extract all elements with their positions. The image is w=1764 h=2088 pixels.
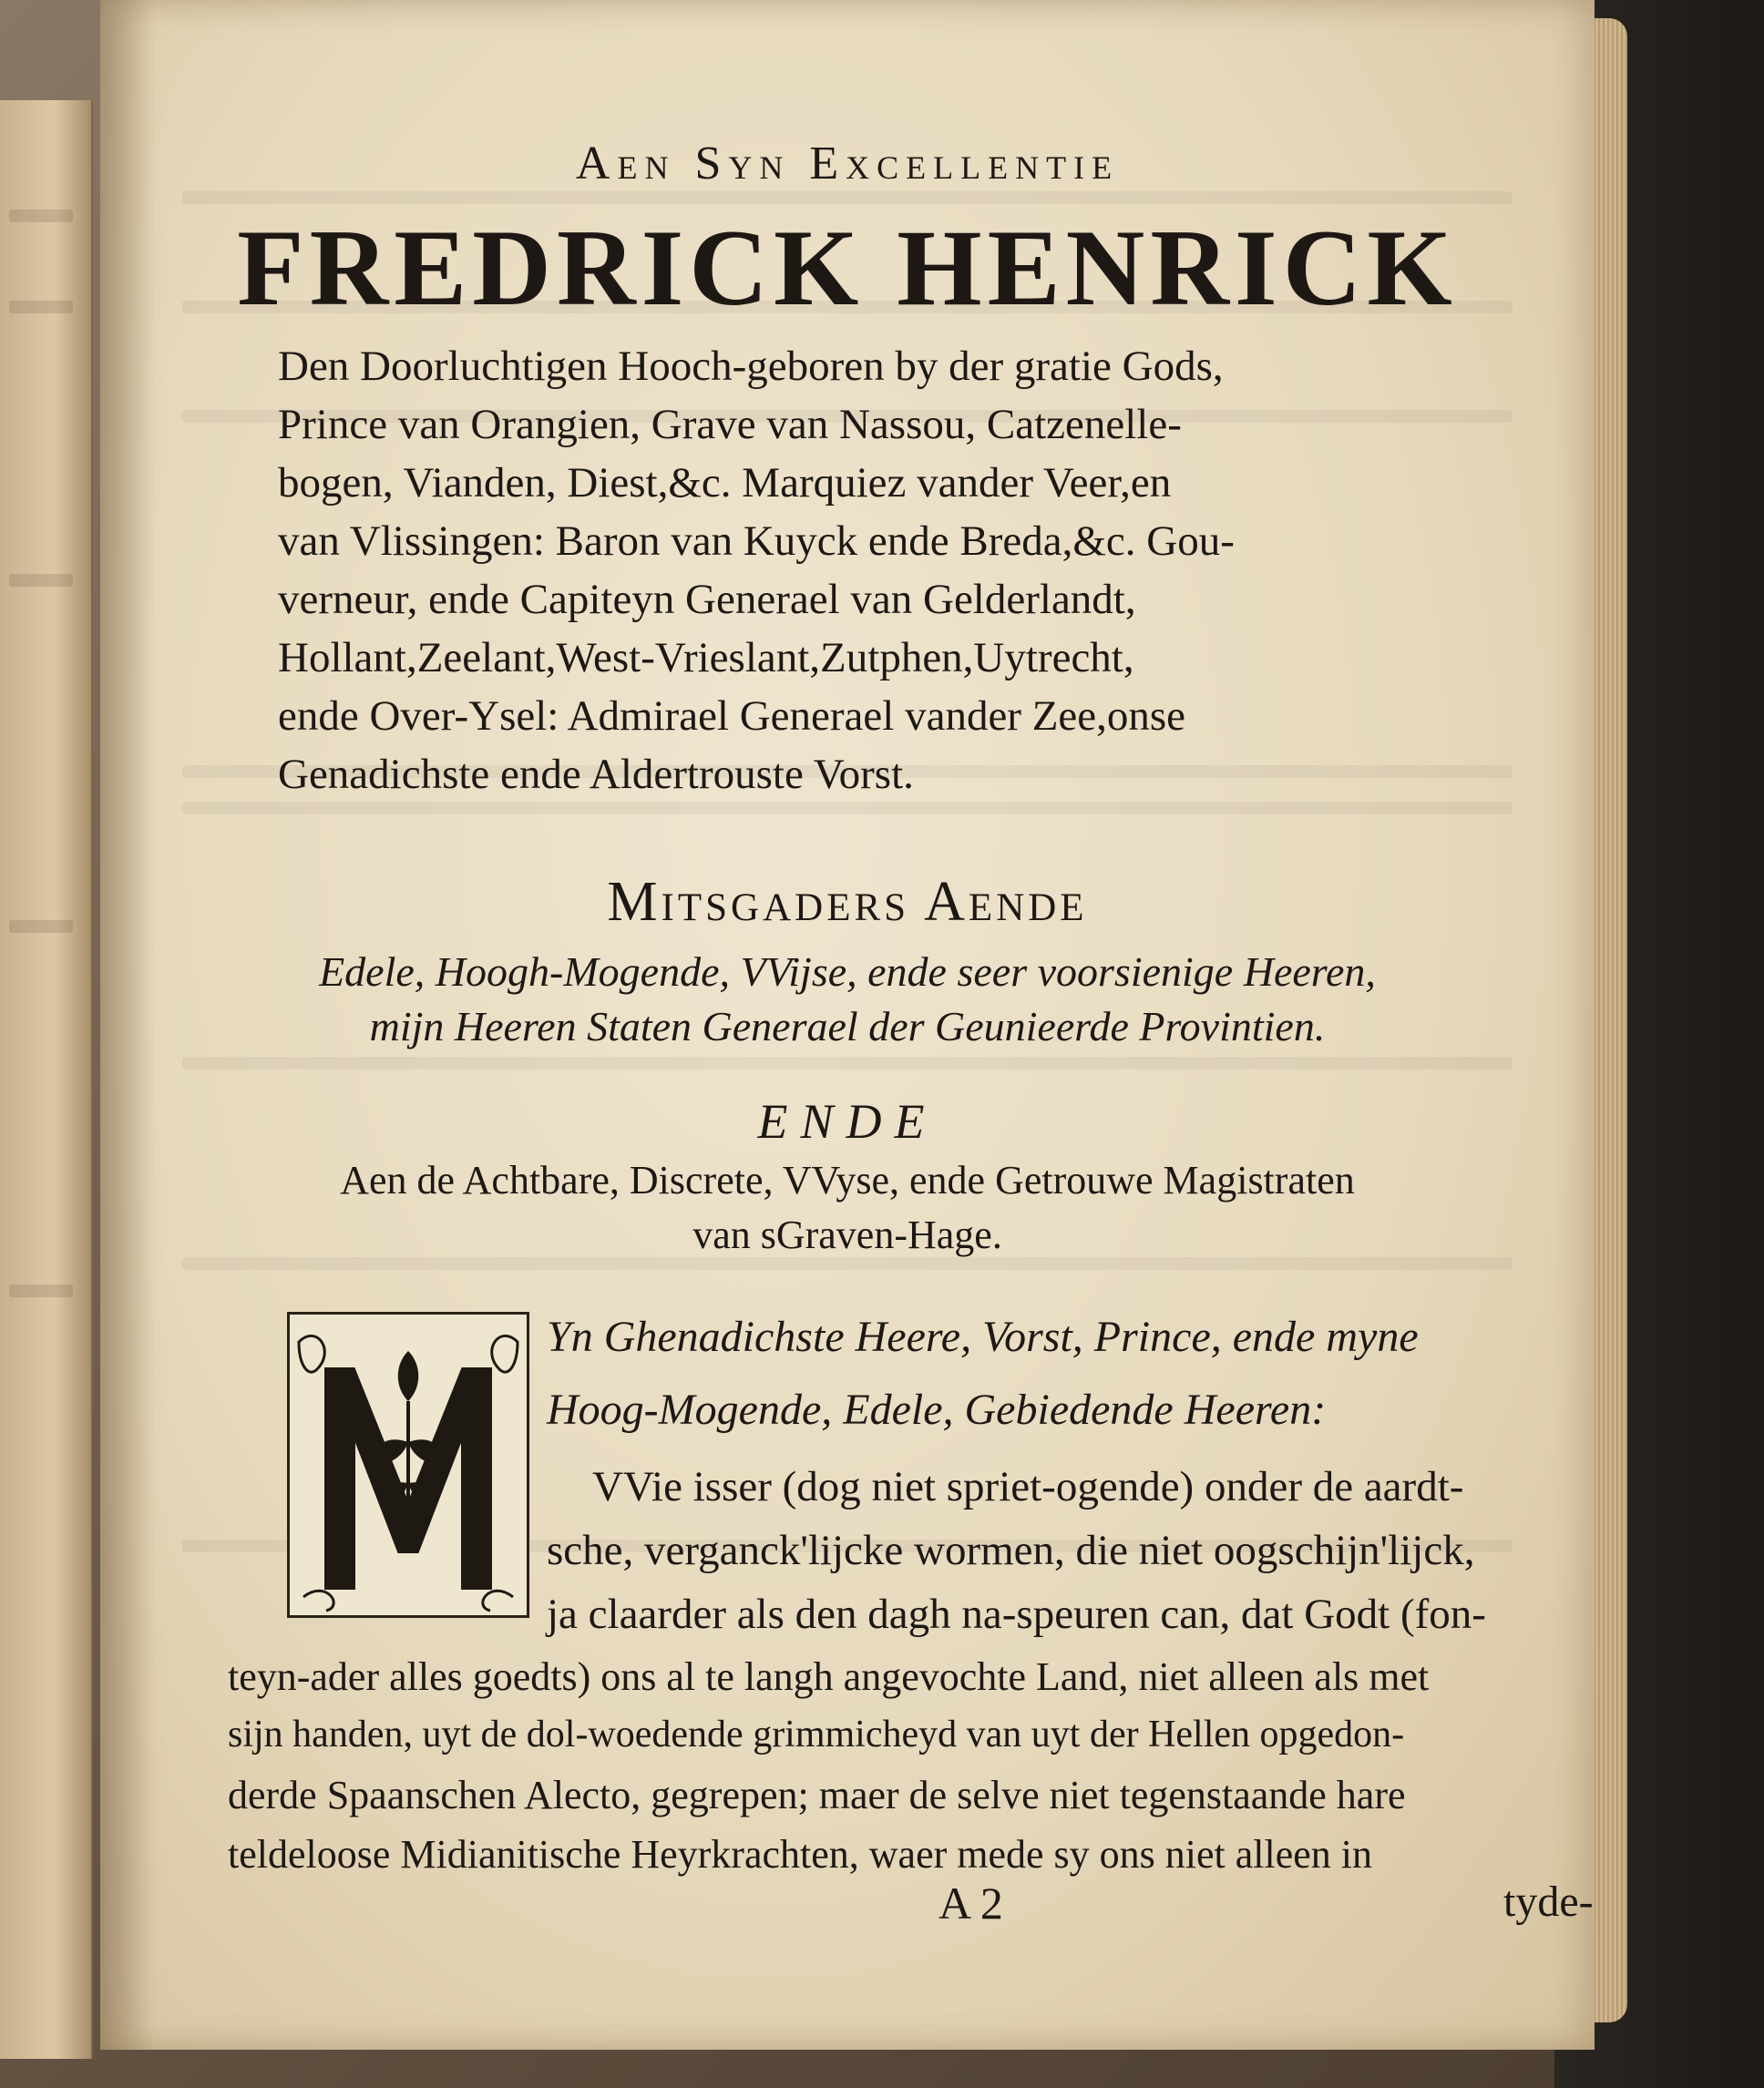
decorated-initial-m: [287, 1312, 529, 1618]
title-line: Den Doorluchtigen Hooch-geboren by der gratie Gods,: [278, 343, 1224, 390]
floral-initial-icon: [290, 1315, 527, 1615]
ende-line-2: van sGraven-Hage.: [692, 1213, 1002, 1257]
body-line: sche, verganck'lijcke wormen, die niet oogschijn'lijck,: [547, 1527, 1475, 1574]
mitsgaders-heading: Mitsgaders Aende: [607, 871, 1088, 933]
body-line: teyn-ader alles goedts) ons al te langh angevochte Land, niet alleen als met: [228, 1654, 1430, 1699]
body-line: VVie isser (dog niet spriet-ogende) onder de aardt-: [592, 1463, 1464, 1510]
mitsgaders-line-2: mijn Heeren Staten Generael der Geunieerde Provintien.: [369, 1003, 1326, 1049]
body-line: sijn handen, uyt de dol-woedende grimmicheyd van uyt der Hellen opgedon-: [228, 1714, 1405, 1755]
mitsgaders-line-1: Edele, Hoogh-Mogende, VVijse, ende seer voorsienige Heeren,: [319, 948, 1376, 995]
salutation-line-1: Yn Ghenadichste Heere, Vorst, Prince, ende myne: [547, 1313, 1419, 1361]
ende-line-1: Aen de Achtbare, Discrete, VVyse, ende Getrouwe Magistraten: [340, 1158, 1355, 1203]
title-line: Genadichste ende Aldertrouste Vorst.: [278, 751, 914, 798]
title-line: Hollant,Zeelant,West-Vrieslant,Zutphen,Uytrecht,: [278, 634, 1134, 681]
title-line: ende Over-Ysel: Admirael Generael vander Zee,onse: [278, 692, 1186, 740]
title-line: Prince van Orangien, Grave van Nassou, Catzenelle-: [278, 401, 1182, 448]
signature-mark: A 2: [938, 1878, 1003, 1929]
salutation-line-2: Hoog-Mogende, Edele, Gebiedende Heeren:: [547, 1386, 1327, 1434]
left-page-edge: [0, 100, 93, 2059]
title-line: bogen, Vianden, Diest,&c. Marquiez vander Veer,en: [278, 459, 1172, 507]
body-line: teldeloose Midianitische Heyrkrachten, waer mede sy ons niet alleen in: [228, 1832, 1373, 1877]
catchword: tyde-: [1503, 1878, 1594, 1926]
title-line: verneur, ende Capiteyn Generael van Gelderlandt,: [278, 576, 1136, 623]
titles-block: [278, 337, 1544, 803]
body-line: derde Spaanschen Alecto, gegrepen; maer de selve niet tegenstaande hare: [228, 1773, 1406, 1817]
title-line: van Vlissingen: Baron van Kuyck ende Breda,&c. Gou-: [278, 517, 1235, 565]
ende-heading: ENDE: [757, 1094, 938, 1149]
book-page: [100, 0, 1595, 2050]
body-line: ja claarder als den dagh na-speuren can, dat Godt (fon-: [547, 1591, 1486, 1638]
heading-prefix: Aen Syn Excellentie: [575, 138, 1120, 189]
heading-name: FREDRICK HENRICK: [237, 207, 1458, 328]
